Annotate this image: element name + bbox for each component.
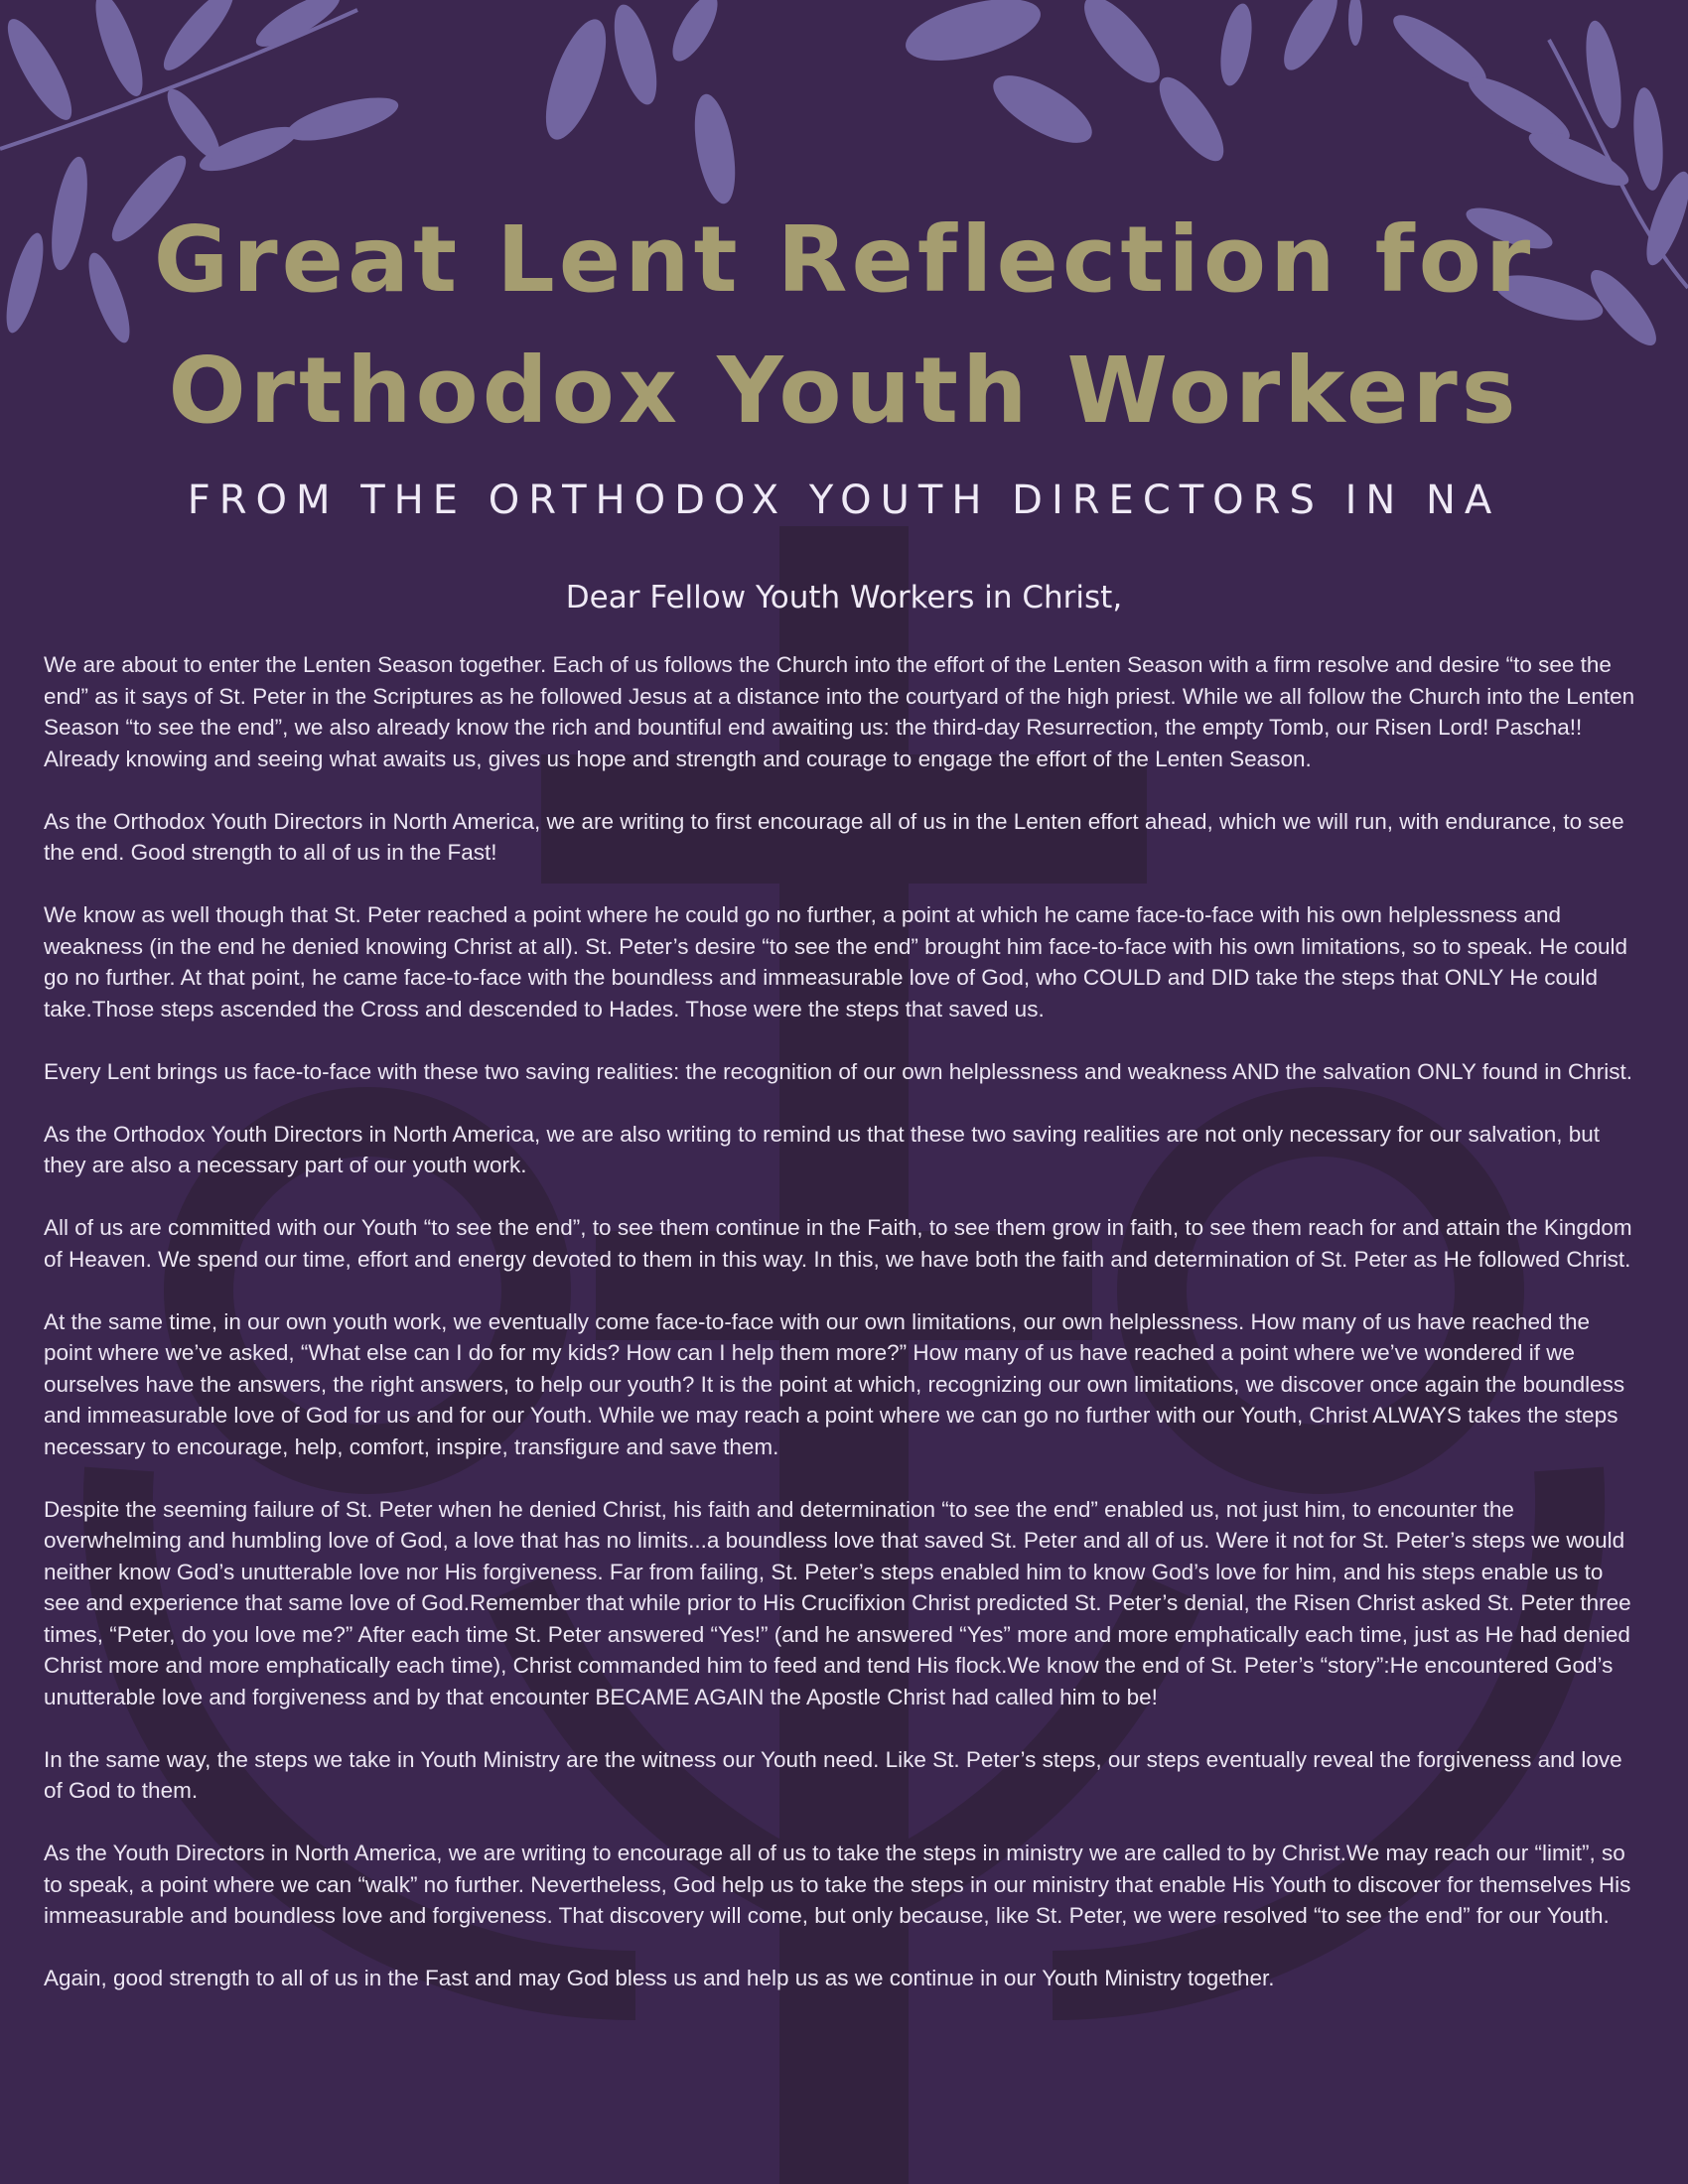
page-title [0,195,1688,457]
body-paragraph-7: At the same time, in our own youth work, we eventually come face-to-face with our own limitations, our own helplessness. How many of us have reached the point where we’ve asked, “What else can I do for my kids? How can I help them more?” How many of us have reached a point where we’ve wondered if we ourselves have the answers, the right answers, to help our youth? It is the point at which, recognizing our own limitations, we discover once again the boundless and immeasurable love of God for us and for our Youth. While we may reach a point where we can go no further with our Youth, Christ ALWAYS takes the steps necessary to encourage, help, comfort, inspire, transfigure and save them. [44,1308,1625,1459]
title-line-1: Great Lent Reflection for [153,206,1535,313]
title-line-2: Orthodox Youth Workers [168,338,1520,444]
body-paragraph-11: Again, good strength to all of us in the Fast and may God bless us and help us as we continue in our Youth Ministry together. [44,1966,1275,1990]
body-paragraph-1: We are about to enter the Lenten Season together. Each of us follows the Church into the effort of the Lenten Season with a firm resolve and desire “to see the end” as it says of St. Peter in the Scriptures as he followed Jesus at a distance into the courtyard of the high priest. While we all follow the Church into the Lenten Season “to see the end”, we also already know the rich and bountiful end awaiting us: the third-day Resurrection, the empty Tomb, our Risen Lord! Pascha!! Already knowing and seeing what awaits us, gives us hope and strength and courage to engage the effort of the Lenten Season. [44,652,1635,771]
letter-salutation: Dear Fellow Youth Workers in Christ, [565,580,1123,615]
page-subtitle: FROM THE ORTHODOX YOUTH DIRECTORS IN NA [187,478,1501,523]
body-paragraph-4: Every Lent brings us face-to-face with these two saving realities: the recognition of our own helplessness and weakness AND the salvation ONLY found in Christ. [44,1058,1633,1084]
body-paragraph-6: All of us are committed with our Youth “to see the end”, to see them continue in the Faith, to see them grow in faith, to see them reach for and attain the Kingdom of Heaven. We spend our time, effort and energy devoted to them in this way. In this, we have both the faith and determination of St. Peter as He followed Christ. [44,1215,1632,1272]
letter-body [44,649,1644,1994]
body-paragraph-10: As the Youth Directors in North America, we are writing to encourage all of us to take the steps in ministry we are called to by Christ.We may reach our “limit”, so to speak, a point where we can “walk” no further. Nevertheless, God help us to take the steps in our ministry that enable His Youth to discover for themselves His immeasurable and boundless love and forgiveness. That discovery will come, but only because, like St. Peter, we were resolved “to see the end” for our Youth. [44,1841,1631,1928]
body-paragraph-5: As the Orthodox Youth Directors in North America, we are also writing to remind us that these two saving realities are not only necessary for our salvation, but they are also a necessary part of our youth work. [44,1121,1601,1177]
body-paragraph-9: In the same way, the steps we take in Youth Ministry are the witness our Youth need. Like St. Peter’s steps, our steps eventually reveal the forgiveness and love of God to them. [44,1746,1622,1803]
body-paragraph-3: We know as well though that St. Peter reached a point where he could go no further, a point at which he came face-to-face with his own helplessness and weakness (in the end he denied knowing Christ at all). St. Peter’s desire “to see the end” brought him face-to-face with his own limitations, so to speak. He could go no further. At that point, he came face-to-face with the boundless and immeasurable love of God, who COULD and DID take the steps that ONLY He could take.Those steps ascended the Cross and descended to Hades. Those were the steps that saved us. [44,902,1627,1022]
body-paragraph-8: Despite the seeming failure of St. Peter when he denied Christ, his faith and determination “to see the end” enabled us, not just him, to encounter the overwhelming and humbling love of God, a love that has no limits...a boundless love that saved St. Peter and all of us. Were it not for St. Peter’s steps we would neither know God’s unutterable love nor His forgiveness. Far from failing, St. Peter’s steps enabled him to know God’s love for him, and his steps enable us to see and experience that same love of God.Remember that while prior to His Crucifixion Christ predicted St. Peter’s denial, the Risen Christ asked St. Peter three times, “Peter, do you love me?” After each time St. Peter answered “Yes!” (and he answered “Yes” more and more emphatically each time, just as He had denied Christ more and more emphatically each time), Christ commanded him to feed and tend His flock.We know the end of St. Peter’s “story”:He encountered God’s unutterable love and forgiveness and by that encounter BECAME AGAIN the Apostle Christ had called him to be! [44,1496,1631,1709]
body-paragraph-2: As the Orthodox Youth Directors in North America, we are writing to first encourage all of us in the Lenten effort ahead, which we will run, with endurance, to see the end. Good strength to all of us in the Fast! [44,808,1624,865]
